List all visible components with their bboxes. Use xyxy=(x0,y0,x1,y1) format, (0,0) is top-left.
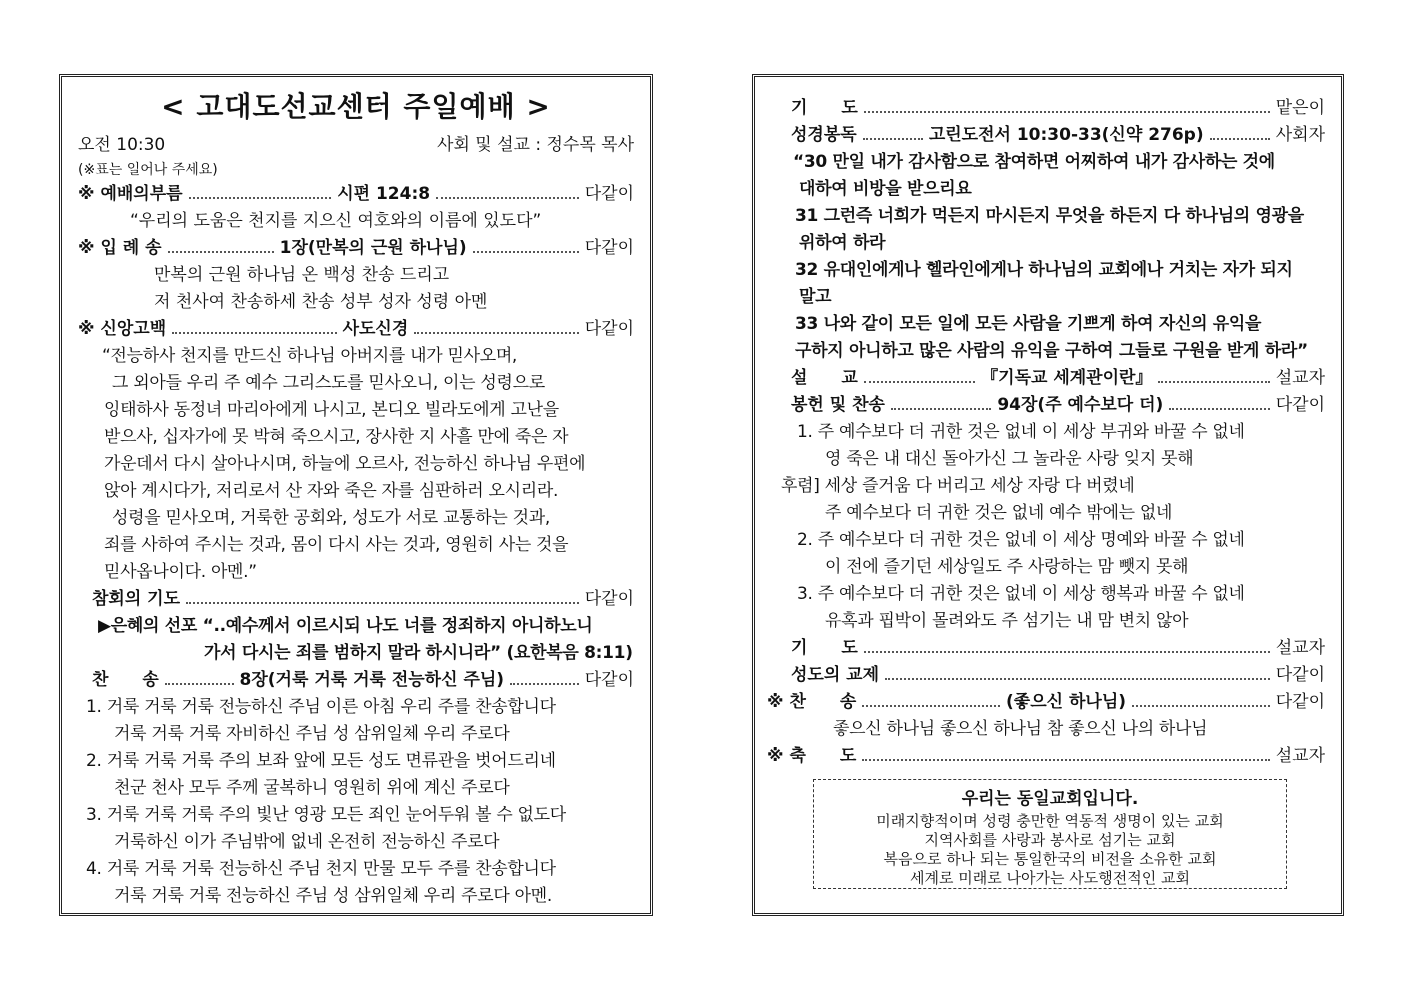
fellowship-responder: 다같이 xyxy=(1275,665,1325,685)
closing-hymn-responder: 다같이 xyxy=(1275,692,1326,712)
dotted-leader xyxy=(863,138,923,140)
offering-responder: 다같이 xyxy=(1275,395,1326,415)
hymn-lyric-line: 거룩하신 이가 주님밖에 없네 온전히 전능하신 주로다 xyxy=(114,832,500,852)
sermon-title: 『기독교 세계관이란』 xyxy=(981,368,1153,388)
church-vision-line: 복음으로 하나 되는 통일한국의 비전을 소유한 교회 xyxy=(883,850,1217,868)
left-panel xyxy=(59,74,653,916)
dotted-leader xyxy=(189,197,332,199)
hymn-label: 찬 송 xyxy=(92,670,159,690)
prayer-label: 기 도 xyxy=(791,98,858,118)
officiant: 사회 및 설교 : 정수목 목사 xyxy=(437,135,634,155)
dotted-leader xyxy=(864,111,1270,113)
reading-row xyxy=(755,122,1341,149)
hymn-lyric-line: 거룩 거룩 거룩 자비하신 주님 성 삼위일체 우리 주로다 xyxy=(114,724,510,744)
dotted-leader xyxy=(168,251,274,253)
creed-line: 받으사, 십자가에 못 박혀 죽으시고, 장사한 지 사흘 만에 죽은 자 xyxy=(104,427,569,447)
church-vision-line: 세계로 미래로 나아가는 사도행전적인 교회 xyxy=(910,869,1190,887)
fellowship-row xyxy=(755,662,1341,689)
sermon-row xyxy=(755,365,1341,392)
dotted-leader xyxy=(165,683,234,685)
grace-declaration: ▶은혜의 선포 “..예수께서 이르시되 나도 너를 정죄하지 아니하노니 xyxy=(98,616,593,636)
offering-lyric-line: 1. 주 예수보다 더 귀한 것은 없네 이 세상 부귀와 바꿀 수 없네 xyxy=(797,422,1245,442)
repentance-responder: 다같이 xyxy=(584,589,634,609)
dotted-leader xyxy=(1158,381,1269,383)
offering-lyric-line: 유혹과 핍박이 몰려와도 주 섬기는 내 맘 변치 않아 xyxy=(825,611,1189,631)
prayer2-row xyxy=(755,635,1341,662)
reading-title: 고린도전서 10:30-33(신약 276p) xyxy=(928,125,1204,145)
prayer-responder: 맡은이 xyxy=(1275,98,1325,118)
repentance-label: 참회의 기도 xyxy=(92,589,181,609)
church-vision-box xyxy=(813,779,1287,889)
creed-line: 가운데서 다시 살아나시며, 하늘에 오르사, 전능하신 하나님 우편에 xyxy=(104,454,586,474)
offering-lyric-line: 이 전에 즐기던 세상일도 주 사랑하는 맘 뺏지 못해 xyxy=(825,557,1189,577)
offering-lyric-line: 주 예수보다 더 귀한 것은 없네 예수 밖에는 없네 xyxy=(825,503,1173,523)
benediction-responder: 설교자 xyxy=(1275,746,1325,766)
hymn-lyric-line: 4. 거룩 거룩 거룩 전능하신 주님 천지 만물 모두 주를 찬송합니다 xyxy=(86,859,556,879)
creed-line: 앉아 계시다가, 저리로서 산 자와 죽은 자를 심판하러 오시리라. xyxy=(104,481,559,501)
benediction-row xyxy=(755,743,1341,770)
hymn-row xyxy=(62,667,650,694)
dotted-leader xyxy=(864,381,975,383)
scripture-line: 위하여 하라 xyxy=(799,233,886,253)
repentance-row xyxy=(62,586,650,613)
dotted-leader xyxy=(186,602,579,604)
scripture-line: 말고 xyxy=(799,287,832,307)
offering-lyric-line: 3. 주 예수보다 더 귀한 것은 없네 이 세상 행복과 바꿀 수 없네 xyxy=(797,584,1245,604)
closing-hymn-label: ※ 찬 송 xyxy=(767,692,857,712)
offering-label: 봉헌 및 찬송 xyxy=(791,395,885,415)
closing-hymn-row xyxy=(755,689,1341,716)
creed-label: ※ 신앙고백 xyxy=(78,319,167,339)
dotted-leader xyxy=(172,332,336,334)
dotted-leader xyxy=(1169,408,1269,410)
church-vision-title: 우리는 동일교회입니다. xyxy=(961,789,1139,809)
call-responder: 다같이 xyxy=(584,184,635,204)
prayer-row xyxy=(755,95,1341,122)
entry-hymn-row xyxy=(62,235,650,262)
offering-lyric-line: 영 죽은 내 대신 돌아가신 그 놀라운 사랑 잊지 못해 xyxy=(825,449,1194,469)
offering-title: 94장(주 예수보다 더) xyxy=(997,395,1164,415)
dotted-leader xyxy=(473,251,579,253)
reading-responder: 사회자 xyxy=(1275,125,1326,145)
creed-line: 잉태하사 동정녀 마리아에게 나시고, 본디오 빌라도에게 고난을 xyxy=(104,400,559,420)
creed-responder: 다같이 xyxy=(584,319,634,339)
closing-hymn-title: (좋으신 하나님) xyxy=(1006,692,1127,712)
hymn-title: 8장(거룩 거룩 거룩 전능하신 주님) xyxy=(239,670,505,690)
entry-lyric-line: 만복의 근원 하나님 온 백성 찬송 드리고 xyxy=(154,265,450,285)
entry-hymn-title: 1장(만복의 근원 하나님) xyxy=(279,238,467,258)
sermon-responder: 설교자 xyxy=(1275,368,1325,388)
prayer2-label: 기 도 xyxy=(791,638,858,658)
dotted-leader xyxy=(862,705,1000,707)
offering-row xyxy=(755,392,1341,419)
scripture-line: 31 그런즉 너희가 먹든지 마시든지 무엇을 하든지 다 하나님의 영광을 xyxy=(795,206,1304,226)
dotted-leader xyxy=(862,759,1269,761)
hymn-lyric-line: 2. 거룩 거룩 거룩 주의 보좌 앞에 모든 성도 면류관을 벗어드리네 xyxy=(86,751,556,771)
dotted-leader xyxy=(885,678,1270,680)
page-title: < 고대도선교센터 주일예배 > xyxy=(161,90,551,123)
fellowship-label: 성도의 교제 xyxy=(791,665,880,685)
entry-lyric-line: 저 천사여 찬송하세 찬송 성부 성자 성령 아멘 xyxy=(154,292,488,312)
dotted-leader xyxy=(436,197,579,199)
dotted-leader xyxy=(510,683,579,685)
scripture-line: “30 만일 내가 감사함으로 참여하면 어찌하여 내가 감사하는 것에 xyxy=(793,152,1275,172)
hymn-lyric-line: 거룩 거룩 거룩 전능하신 주님 성 삼위일체 우리 주로다 아멘. xyxy=(114,886,552,906)
closing-hymn-lyrics: 좋으신 하나님 좋으신 하나님 참 좋으신 나의 하나님 xyxy=(833,719,1208,739)
call-verse: “우리의 도움은 천지를 지으신 여호와의 이름에 있도다” xyxy=(130,211,542,231)
service-time: 오전 10:30 xyxy=(78,135,166,155)
creed-line: “전능하사 천지를 만드신 하나님 아버지를 내가 믿사오며, xyxy=(102,346,518,366)
creed-line: 성령을 믿사오며, 거룩한 공회와, 성도가 서로 교통하는 것과, xyxy=(112,508,550,528)
call-to-worship-row xyxy=(62,181,650,208)
dotted-leader xyxy=(891,408,991,410)
hymn-lyric-line: 천군 천사 모두 주께 굴복하니 영원히 위에 계신 주로다 xyxy=(114,778,510,798)
call-title: 시편 124:8 xyxy=(337,184,431,204)
creed-line: 죄를 사하여 주시는 것과, 몸이 다시 사는 것과, 영원히 사는 것을 xyxy=(104,535,569,555)
creed-title: 사도신경 xyxy=(342,319,409,339)
dotted-leader xyxy=(1210,138,1270,140)
dotted-leader xyxy=(864,651,1270,653)
standing-note: (※표는 일어나 주세요) xyxy=(78,162,218,178)
reading-label: 성경봉독 xyxy=(791,125,857,145)
offering-lyric-line: 후렴] 세상 즐거움 다 버리고 세상 자랑 다 버렸네 xyxy=(781,476,1135,496)
scripture-line: 33 나와 같이 모든 일에 모든 사람을 기쁘게 하여 자신의 유익을 xyxy=(795,314,1262,334)
service-info-row xyxy=(62,132,650,159)
entry-hymn-label: ※ 입 례 송 xyxy=(78,238,162,258)
hymn-responder: 다같이 xyxy=(584,670,635,690)
scripture-line: 대하여 비방을 받으리요 xyxy=(799,179,972,199)
hymn-lyric-line: 3. 거룩 거룩 거룩 주의 빛난 영광 모든 죄인 눈어두워 볼 수 없도다 xyxy=(86,805,566,825)
sermon-label: 설 교 xyxy=(791,368,858,388)
dotted-leader xyxy=(1132,705,1270,707)
creed-line: 믿사옵나이다. 아멘.” xyxy=(104,562,257,582)
offering-lyric-line: 2. 주 예수보다 더 귀한 것은 없네 이 세상 명예와 바꿀 수 없네 xyxy=(797,530,1245,550)
benediction-label: ※ 축 도 xyxy=(767,746,857,766)
church-vision-line: 지역사회를 사랑과 봉사로 섬기는 교회 xyxy=(924,831,1176,849)
scripture-line: 구하지 아니하고 많은 사람의 유익을 구하여 그들로 구원을 받게 하라” xyxy=(795,341,1308,361)
prayer2-responder: 설교자 xyxy=(1275,638,1325,658)
scripture-line: 32 유대인에게나 헬라인에게나 하나님의 교회에나 거치는 자가 되지 xyxy=(795,260,1293,280)
entry-hymn-responder: 다같이 xyxy=(584,238,635,258)
creed-row xyxy=(62,316,650,343)
creed-line: 그 외아들 우리 주 예수 그리스도를 믿사오니, 이는 성령으로 xyxy=(112,373,545,393)
right-panel xyxy=(752,74,1344,916)
grace-declaration-cont: 가서 다시는 죄를 범하지 말라 하시니라” (요한복음 8:11) xyxy=(204,643,633,663)
hymn-lyric-line: 1. 거룩 거룩 거룩 전능하신 주님 이른 아침 우리 주를 찬송합니다 xyxy=(86,697,556,717)
dotted-leader xyxy=(414,332,578,334)
church-vision-line: 미래지향적이며 성령 충만한 역동적 생명이 있는 교회 xyxy=(876,812,1224,830)
call-label: ※ 예배의부름 xyxy=(78,184,183,204)
